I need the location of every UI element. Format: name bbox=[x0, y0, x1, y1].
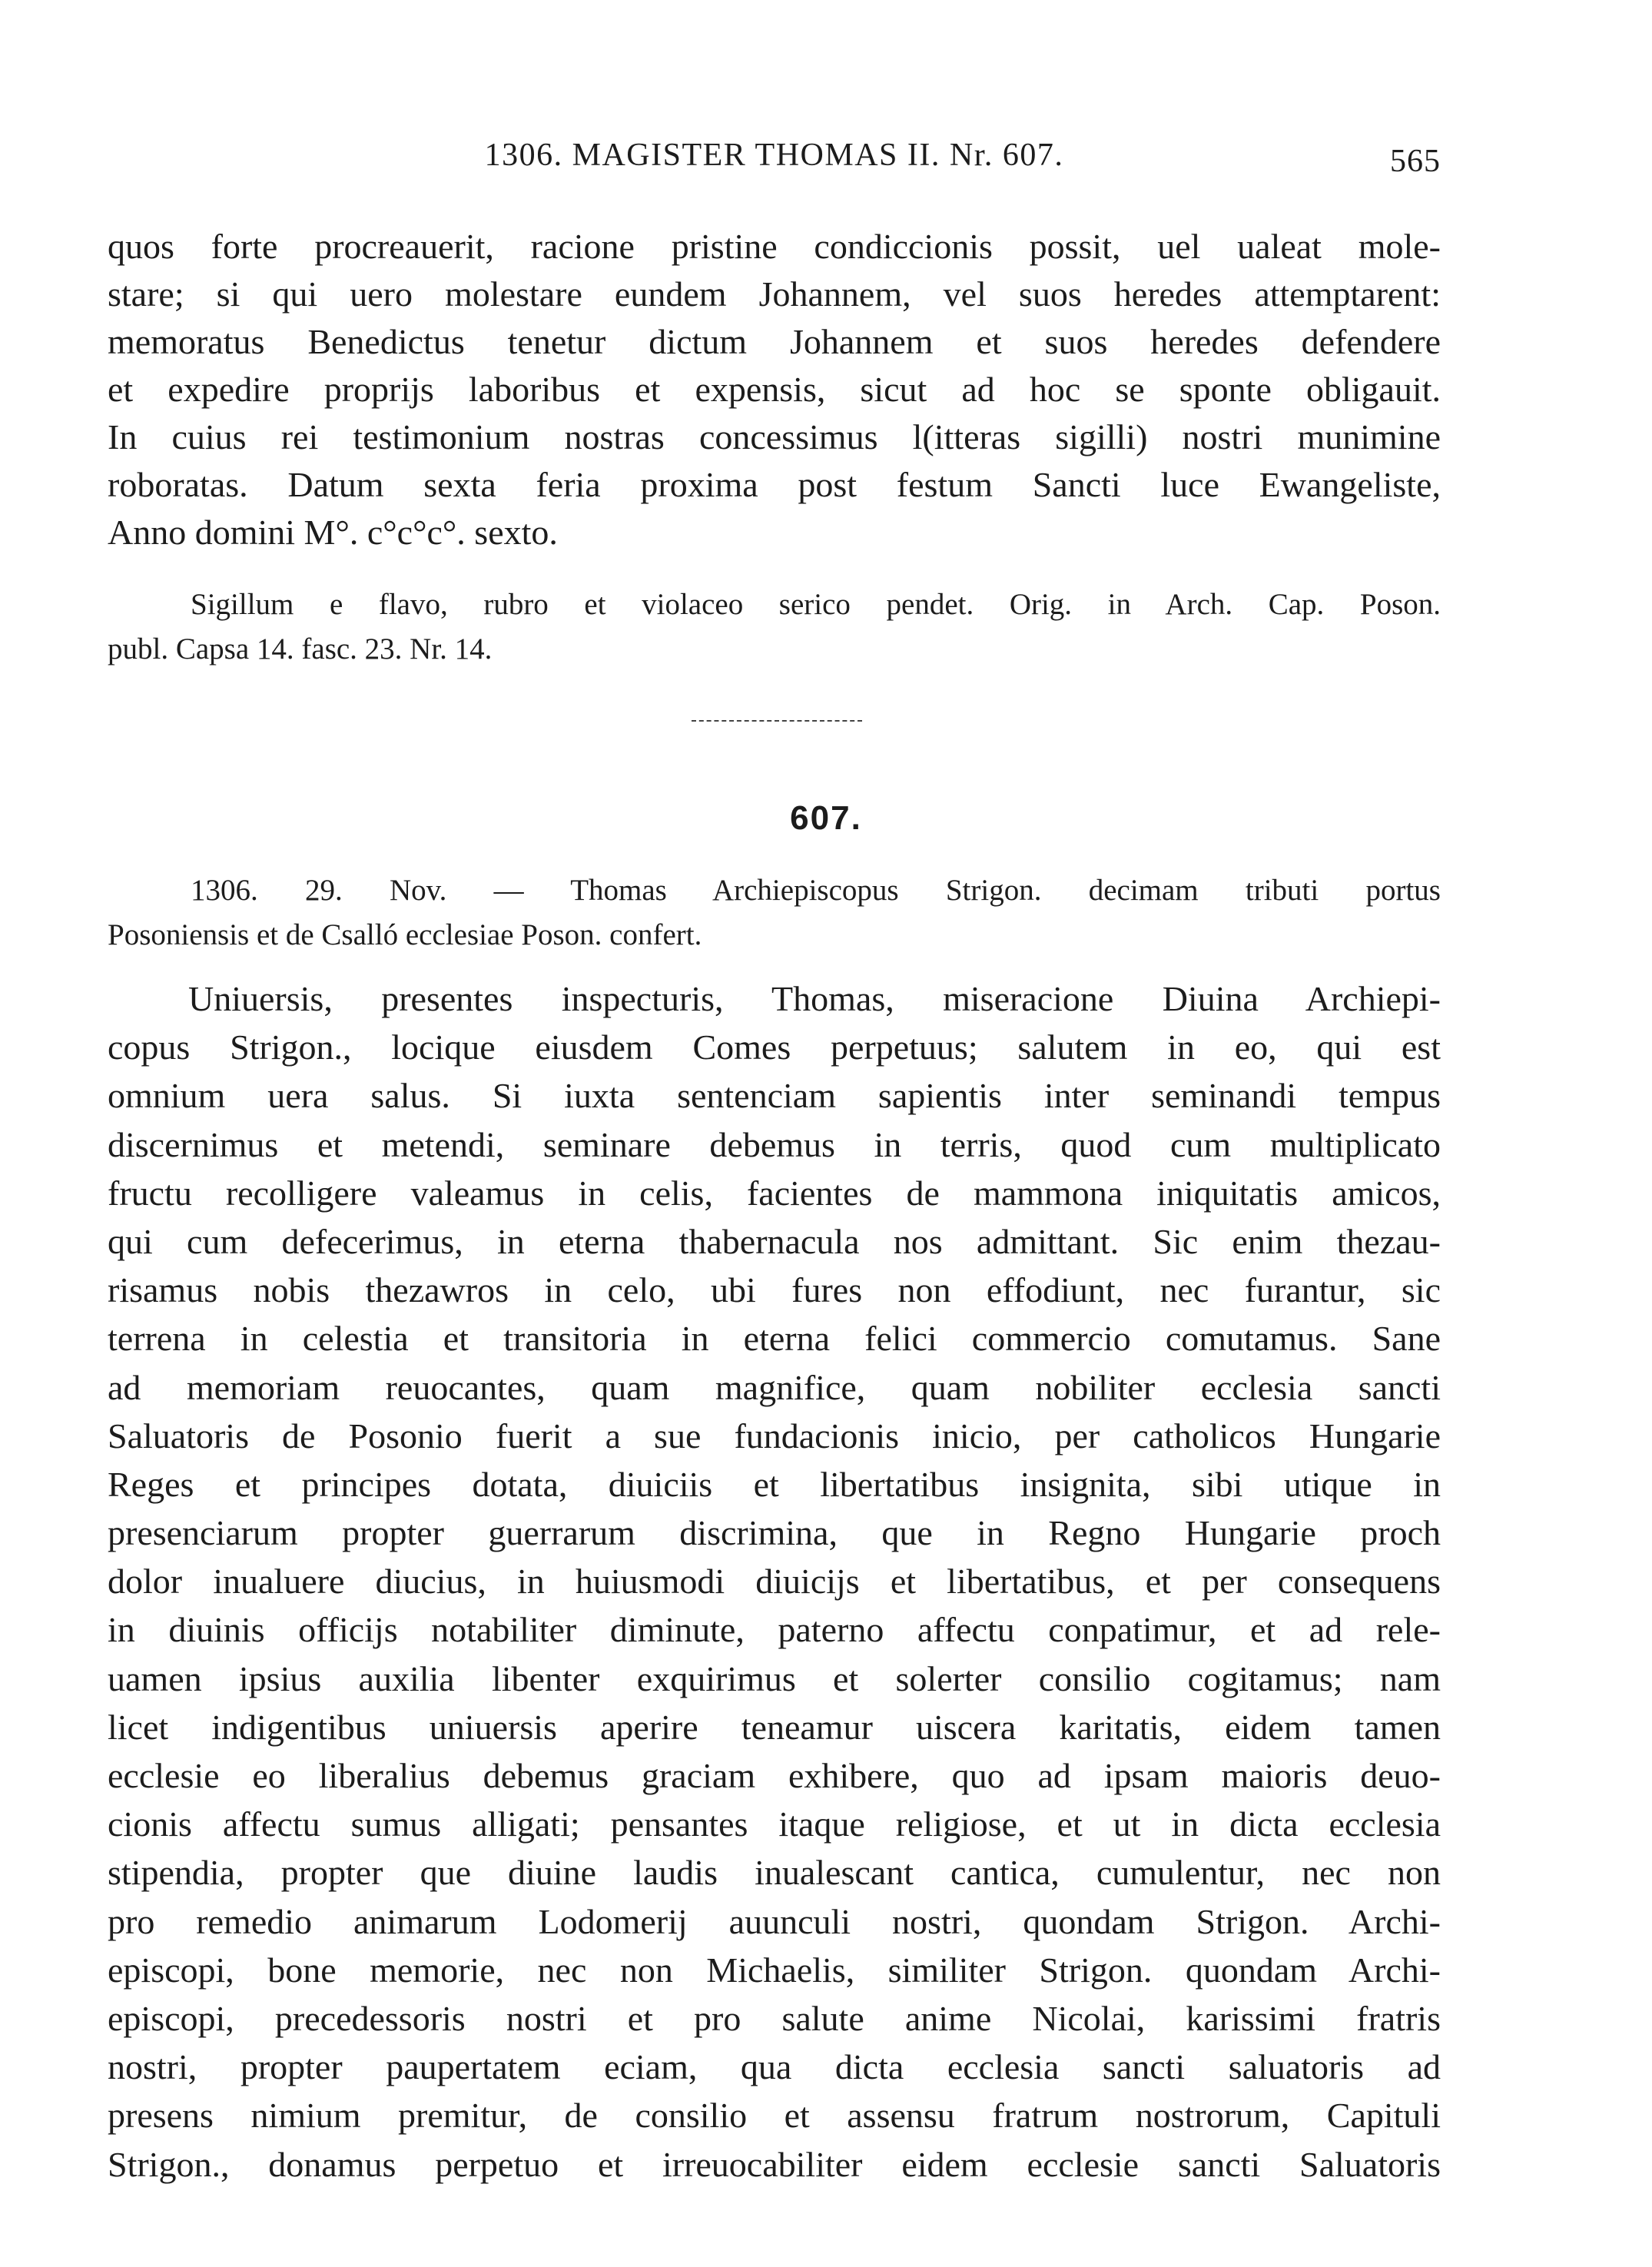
text-line: episcopi, bone memorie, nec non Michaelis, similiter Strigon. quondam Archi- bbox=[108, 1950, 1441, 1990]
regest-line: Posoniensis et de Csalló ecclesiae Poson. confert. bbox=[108, 918, 702, 951]
charter-text bbox=[108, 974, 1441, 2189]
note-line: publ. Capsa 14. fasc. 23. Nr. 14. bbox=[108, 632, 493, 665]
text-line: ad memoriam reuocantes, quam magnifice, quam nobiliter ecclesia sancti bbox=[108, 1367, 1441, 1407]
text-line: In cuius rei testimonium nostras concessimus l(itteras sigilli) nostri munimine bbox=[108, 417, 1441, 456]
text-line: Strigon., donamus perpetuo et irreuocabiliter eidem ecclesie sancti Saluatoris bbox=[108, 2144, 1441, 2184]
text-line: ecclesie eo liberalius debemus graciam exhibere, quo ad ipsam maioris deuo- bbox=[108, 1756, 1441, 1795]
text-line: qui cum defecerimus, in eterna thabernacula nos admittant. Sic enim thezau- bbox=[108, 1221, 1441, 1261]
text-line: pro remedio animarum Lodomerij auunculi nostri, quondam Strigon. Archi- bbox=[108, 1901, 1441, 1941]
text-line: episcopi, precedessoris nostri et pro salute anime Nicolai, karissimi fratris bbox=[108, 1998, 1441, 2038]
text-line: Uniuersis, presentes inspecturis, Thomas, miseracione Diuina Archiepi- bbox=[188, 979, 1441, 1018]
text-line: memoratus Benedictus tenetur dictum Johannem et suos heredes defendere bbox=[108, 322, 1441, 361]
text-line: fructu recolligere valeamus in celis, facientes de mammona iniquitatis amicos, bbox=[108, 1173, 1441, 1213]
text-line: in diuinis officijs notabiliter diminute, paterno affectu conpatimur, et ad rele- bbox=[108, 1610, 1441, 1650]
regest bbox=[108, 868, 1441, 958]
text-line: risamus nobis thezawros in celo, ubi fures non effodiunt, nec furantur, sic bbox=[108, 1270, 1441, 1310]
running-head: 1306. MAGISTER THOMAS II. Nr. 607. bbox=[484, 138, 1064, 173]
text-line: nostri, propter paupertatem eciam, qua dicta ecclesia sancti saluatoris ad bbox=[108, 2047, 1441, 2087]
text-line: stare; si qui uero molestare eundem Johannem, vel suos heredes attemptarent: bbox=[108, 274, 1441, 314]
page-number: 565 bbox=[1390, 144, 1441, 179]
text-line: omnium uera salus. Si iuxta sentenciam sapientis inter seminandi tempus bbox=[108, 1076, 1441, 1116]
text-line: Reges et principes dotata, diuiciis et libertatibus insignita, sibi utique in bbox=[108, 1464, 1441, 1504]
text-line: discernimus et metendi, seminare debemus in terris, quod cum multiplicato bbox=[108, 1124, 1441, 1164]
text-line: dolor inualuere diucius, in huiusmodi diuicijs et libertatibus, et per consequens bbox=[108, 1562, 1441, 1602]
note-line: Sigillum e flavo, rubro et violaceo serico pendet. Orig. in Arch. Cap. Poson. bbox=[191, 588, 1441, 621]
regest-line: 1306. 29. Nov. — Thomas Archiepiscopus Strigon. decimam tributi portus bbox=[191, 874, 1441, 907]
text-line: cionis affectu sumus alligati; pensantes itaque religiose, et ut in dicta ecclesia bbox=[108, 1804, 1441, 1844]
text-line: terrena in celestia et transitoria in eterna felici commercio comutamus. Sane bbox=[108, 1319, 1441, 1359]
page-header bbox=[108, 129, 1441, 179]
section-divider bbox=[692, 720, 862, 722]
text-line: presens nimium premitur, de consilio et assensu fratrum nostrorum, Capituli bbox=[108, 2096, 1441, 2136]
text-line: presenciarum propter guerrarum discrimina, que in Regno Hungarie proch bbox=[108, 1513, 1441, 1553]
text-line: copus Strigon., locique eiusdem Comes perpetuus; salutem in eo, qui est bbox=[108, 1027, 1441, 1067]
text-line: licet indigentibus uniuersis aperire teneamur uiscera karitatis, eidem tamen bbox=[108, 1707, 1441, 1747]
text-line: Anno domini M°. c°c°c°. sexto. bbox=[108, 513, 558, 552]
continuation-text bbox=[108, 223, 1441, 556]
text-line: quos forte procreauerit, racione pristine condiccionis possit, uel ualeat mole- bbox=[108, 227, 1441, 266]
text-line: et expedire proprijs laboribus et expensis, sicut ad hoc se sponte obligauit. bbox=[108, 370, 1441, 409]
text-line: Saluatoris de Posonio fuerit a sue fundacionis inicio, per catholicos Hungarie bbox=[108, 1416, 1441, 1455]
text-line: stipendia, propter que diuine laudis inualescant cantica, cumulentur, nec non bbox=[108, 1853, 1441, 1893]
text-line: roboratas. Datum sexta feria proxima post festum Sancti luce Ewangeliste, bbox=[108, 465, 1441, 504]
seal-note bbox=[108, 583, 1441, 672]
document-number: 607. bbox=[790, 799, 862, 837]
text-line: uamen ipsius auxilia libenter exquirimus et solerter consilio cogitamus; nam bbox=[108, 1658, 1441, 1698]
